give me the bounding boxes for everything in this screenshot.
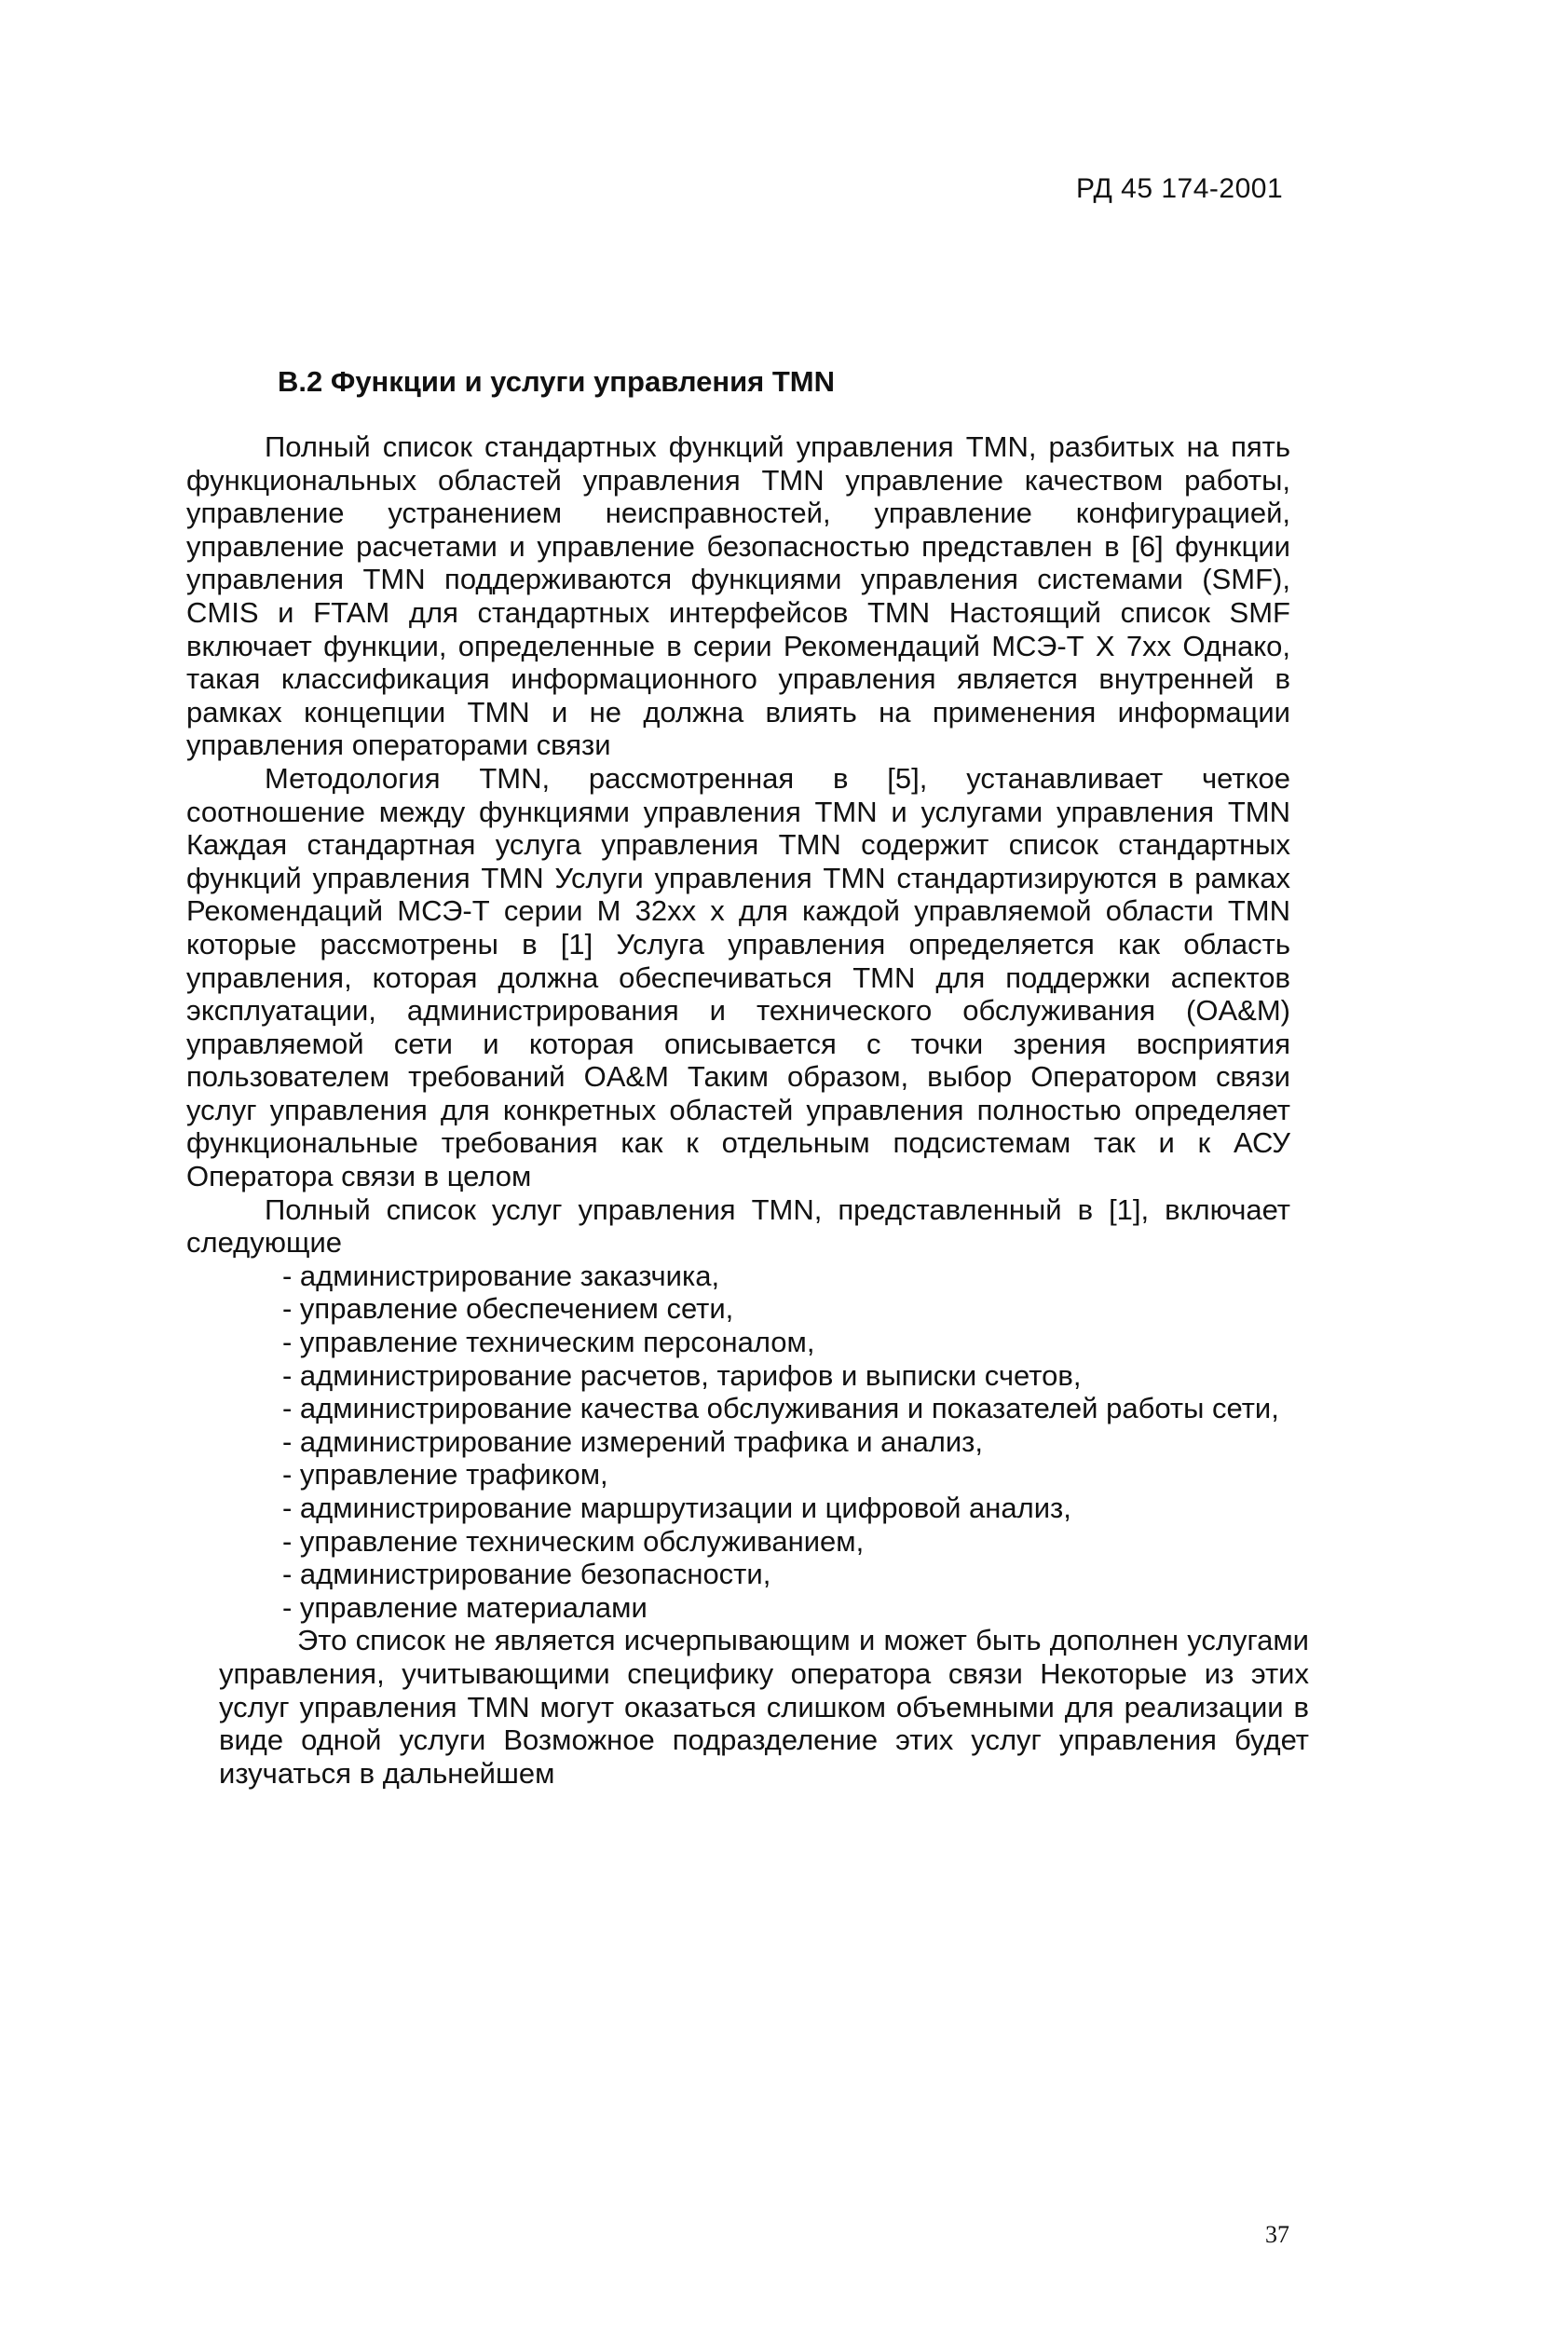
list-item: - администрирование безопасности,: [282, 1558, 771, 1591]
services-list: [186, 1260, 1279, 1625]
page-number: 37: [1265, 2221, 1289, 2248]
list-item: - администрирование заказчика,: [282, 1259, 720, 1292]
list-item: - администрирование расчетов, тарифов и выписки счетов,: [282, 1358, 1082, 1392]
list-item: - управление обеспечением сети,: [282, 1292, 734, 1326]
paragraph-management-functions: Полный список стандартных функций управления TMN, разбитых на пять функциональных областей управления TMN управление качеством работы, управление устранением неисправностей, управление конфигурацией, управление расчетами и управление безопасностью представлен в [6] функции управления TMN поддерживаются функциями управления системами (SMF), CMIS и FTAM для стандартных интерфейсов TMN Настоящий список SMF включает функции, определенные в серии Рекомендаций МСЭ-Т X 7xx Однако, такая классификация информационного управления является внутренней в рамках концепции TMN и не должна влиять на применения информации управления операторами связи: [186, 430, 1290, 762]
paragraph-closing: Это список не является исчерпывающим и может быть дополнен услугами управления, учитывающими специфику оператора связи Некоторые из этих услуг управления TMN могут оказаться слишком объемными для реализации в виде одной услуги Возможное подразделение этих услуг управления будет изучаться в дальнейшем: [219, 1624, 1309, 1790]
list-item: - администрирование маршрутизации и цифровой анализ,: [282, 1492, 1071, 1524]
list-item: - администрирование измерений трафика и анализ,: [282, 1424, 984, 1458]
paragraph-methodology: Методология TMN, рассмотренная в [5], устанавливает четкое соотношение между функциями управления TMN и услугами управления TMN Каждая стандартная услуга управления TMN содержит список стандартных функций управления TMN Услуги управления TMN стандартизируются в рамках Рекомендаций МСЭ-Т серии M 32xx x для каждой управляемой области TMN которые рассмотрены в [1] Услуга управления определяется как область управления, которая должна обеспечиваться TMN для поддержки аспектов эксплуатации, администрирования и технического обслуживания (OA&M) управляемой сети и которая описывается с точки зрения восприятия пользователем требований OA&M Таким образом, выбор Оператором связи услуг управления для конкретных областей управления полностью определяет функциональные требования как к отдельным подсистемам так и к АСУ Оператора связи в целом: [186, 761, 1290, 1193]
section-heading: В.2 Функции и услуги управления TMN: [278, 365, 836, 398]
list-item: - управление техническим обслуживанием,: [282, 1524, 865, 1558]
list-item: - администрирование качества обслуживания и показателей работы сети,: [282, 1392, 1279, 1425]
section-body: [186, 430, 1309, 1790]
paragraph-services-intro: Полный список услуг управления TMN, представленный в [1], включает следующие: [186, 1192, 1290, 1260]
list-item: - управление техническим персоналом,: [282, 1326, 815, 1359]
document-code: РД 45 174-2001: [1076, 173, 1284, 204]
list-item: - управление трафиком,: [282, 1458, 608, 1492]
list-item: - управление материалами: [282, 1590, 648, 1624]
